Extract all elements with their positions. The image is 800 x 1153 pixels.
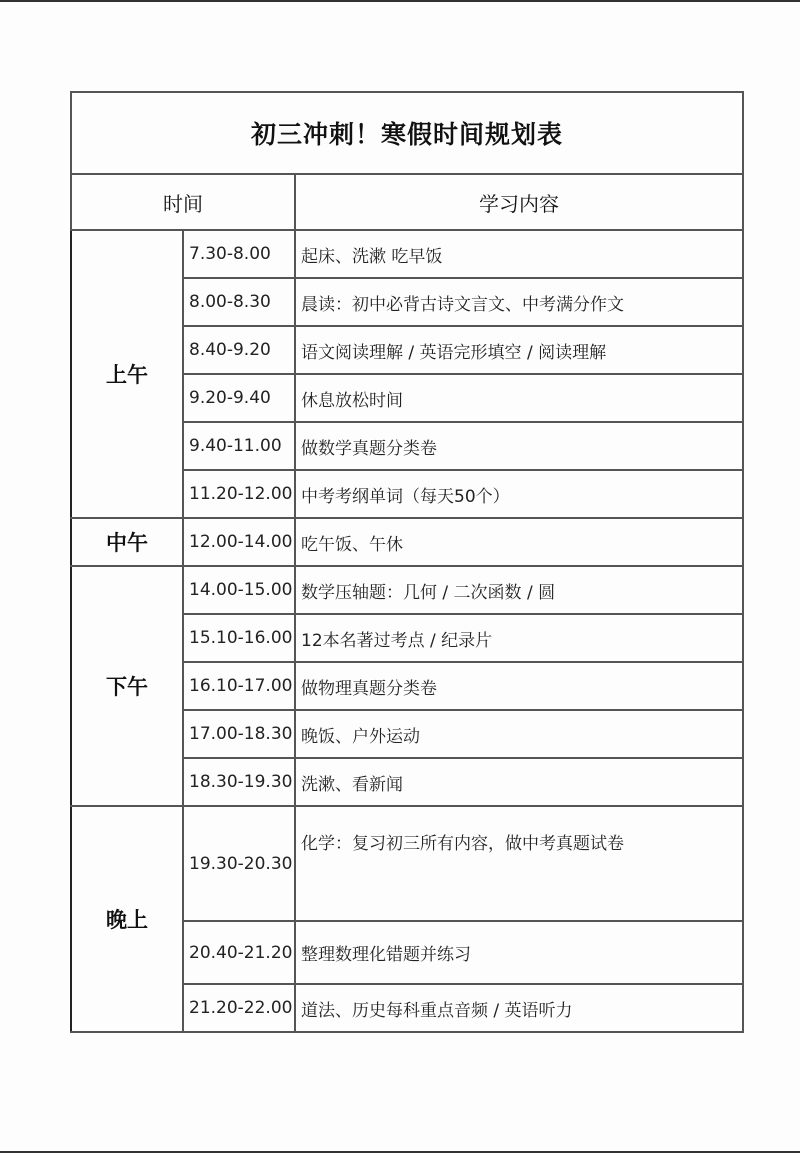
time-slot: 7.30-8.00 [183, 230, 295, 278]
schedule-sheet [70, 91, 742, 1033]
time-slot: 9.40-11.00 [183, 422, 295, 470]
time-slot: 17.00-18.30 [183, 710, 295, 758]
table-row [71, 230, 743, 278]
activity: 12本名著过考点 / 纪录片 [295, 614, 743, 662]
activity: 起床、洗漱 吃早饭 [295, 230, 743, 278]
time-slot: 15.10-16.00 [183, 614, 295, 662]
activity: 整理数理化错题并练习 [295, 921, 743, 984]
page-title: 初三冲刺！寒假时间规划表 [71, 92, 743, 174]
period-label-morning: 上午 [71, 230, 183, 518]
activity: 洗漱、看新闻 [295, 758, 743, 806]
activity: 晨读：初中必背古诗文言文、中考满分作文 [295, 278, 743, 326]
table-row [71, 518, 743, 566]
time-slot: 18.30-19.30 [183, 758, 295, 806]
time-slot: 12.00-14.00 [183, 518, 295, 566]
time-slot: 16.10-17.00 [183, 662, 295, 710]
time-slot: 20.40-21.20 [183, 921, 295, 984]
schedule-table [70, 91, 744, 1033]
activity: 数学压轴题：几何 / 二次函数 / 圆 [295, 566, 743, 614]
time-slot: 8.00-8.30 [183, 278, 295, 326]
period-label-noon: 中午 [71, 518, 183, 566]
table-row [71, 566, 743, 614]
activity: 化学：复习初三所有内容，做中考真题试卷 [295, 806, 743, 921]
table-row [71, 806, 743, 921]
time-slot: 8.40-9.20 [183, 326, 295, 374]
image-top-edge [0, 0, 800, 2]
time-slot: 9.20-9.40 [183, 374, 295, 422]
activity: 做数学真题分类卷 [295, 422, 743, 470]
activity: 做物理真题分类卷 [295, 662, 743, 710]
period-label-evening: 晚上 [71, 806, 183, 1032]
column-header-time: 时间 [71, 174, 295, 230]
activity: 道法、历史每科重点音频 / 英语听力 [295, 984, 743, 1032]
period-label-afternoon: 下午 [71, 566, 183, 806]
time-slot: 19.30-20.30 [183, 806, 295, 921]
activity: 休息放松时间 [295, 374, 743, 422]
column-header-content: 学习内容 [295, 174, 743, 230]
time-slot: 14.00-15.00 [183, 566, 295, 614]
time-slot: 11.20-12.00 [183, 470, 295, 518]
activity: 吃午饭、午休 [295, 518, 743, 566]
activity: 语文阅读理解 / 英语完形填空 / 阅读理解 [295, 326, 743, 374]
activity: 中考考纲单词（每天50个） [295, 470, 743, 518]
time-slot: 21.20-22.00 [183, 984, 295, 1032]
activity: 晚饭、户外运动 [295, 710, 743, 758]
